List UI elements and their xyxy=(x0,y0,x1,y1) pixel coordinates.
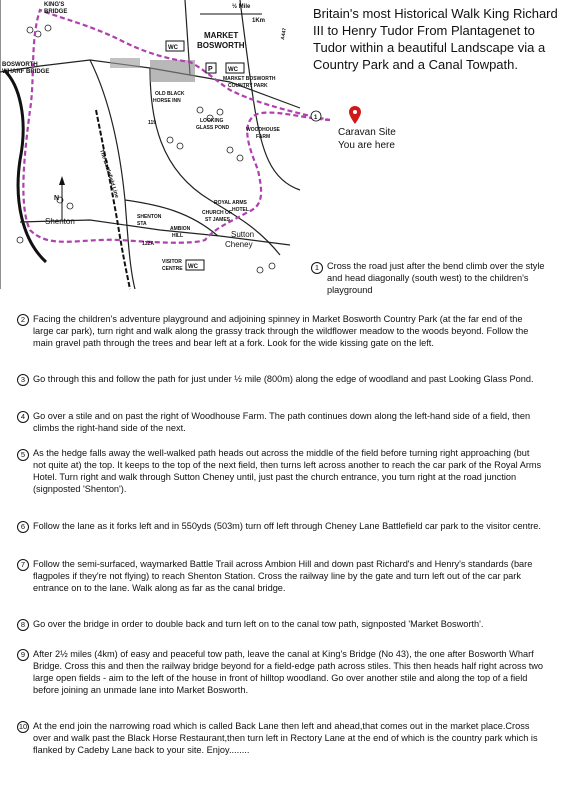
town-label: BOSWORTH xyxy=(197,41,245,50)
map-label: HORSE INN xyxy=(153,98,181,104)
step-number: 9 xyxy=(17,649,29,661)
step-number: 7 xyxy=(17,559,29,571)
parking-icon: P xyxy=(208,66,213,73)
map-label: MARKET BOSWORTH xyxy=(223,76,276,82)
map-label: FARM xyxy=(256,134,271,140)
map-label: VISITOR xyxy=(162,259,182,265)
location-pin-icon xyxy=(349,106,361,124)
step-text: Follow the lane as it forks left and in 550yds (503m) turn off left through Cheney Lane Battlefield car park to the visitor centre. xyxy=(33,521,541,531)
road-number: 132A xyxy=(142,241,154,247)
step-text: Follow the semi-surfaced, waymarked Battle Trail across Ambion Hill and down past Richard's and Henry's standards (bare flagpoles if they're not flying) to reach Shenton Station. Cross the railway line by the gate and turn left out of the car park entrance on to the lane. Walk along as far as the canal bridge. xyxy=(33,559,533,593)
road xyxy=(240,0,300,190)
map-label: OLD BLACK xyxy=(155,91,185,97)
step-text: Go over a stile and on past the right of Woodhouse Farm. The path continues down along the left-hand side of a field, then climbs the right-hand side of the next. xyxy=(33,411,531,433)
map-label: CHURCH OF xyxy=(202,210,232,216)
map-label: WOODHOUSE xyxy=(246,127,280,133)
map-label: HOTEL xyxy=(232,207,249,213)
map-label: COUNTRY PARK xyxy=(228,83,268,89)
step-text: As the hedge falls away the well-walked path heads out across the middle of the field before turning right approaching (but not quite at) the top. It keeps to the top of the next field, then turns left across another to reach the car park of the Royal Arms Hotel. Turn right and walk through Sutton Cheney until, just past the church entrance, you turn right at the road junction (signposted 'Shenton'). xyxy=(33,448,542,494)
place-label: Cheney xyxy=(225,240,253,249)
step-number: 3 xyxy=(17,374,29,386)
road-number: A447 xyxy=(280,27,289,41)
step-number: 1 xyxy=(311,262,323,274)
map-label: BRIDGE xyxy=(44,9,68,15)
wc-icon: WC xyxy=(168,45,178,51)
caravan-site-label: Caravan Site You are here xyxy=(338,127,396,151)
map-label: WHARF BRIDGE xyxy=(2,69,50,75)
railway-label: The Battlefield Line xyxy=(98,148,120,199)
route-map xyxy=(0,0,318,290)
map-label: STA xyxy=(137,221,147,227)
step-text: Go over the bridge in order to double back and turn left on to the canal tow path, signposted 'Market Bosworth'. xyxy=(33,619,484,629)
marker-number: 1 xyxy=(314,115,318,121)
page-title: Britain's most Historical Walk King Richard III to Henry Tudor From Plantagenet to Tudor within a beautiful Landscape via a Country Park and a Canal Towpath. xyxy=(313,6,558,72)
canal xyxy=(4,70,46,262)
map-label: KING'S xyxy=(44,2,65,8)
map-label: GLASS POND xyxy=(196,125,230,131)
town-area xyxy=(150,60,195,82)
road-number: 119 xyxy=(148,120,157,126)
step-number: 2 xyxy=(17,314,29,326)
step-text: Cross the road just after the bend climb over the style and head diagonally (south west) to the children's playground xyxy=(327,261,545,295)
map-label: LOOKING xyxy=(200,118,224,124)
place-label: Shenton xyxy=(45,217,75,226)
scale-km: 1Km xyxy=(252,18,266,24)
map-label: HILL xyxy=(172,233,184,239)
wc-icon: WC xyxy=(188,264,198,270)
place-label: Sutton xyxy=(231,230,255,239)
step-number: 10 xyxy=(18,722,28,731)
step-number: 6 xyxy=(17,521,29,533)
step-number: 5 xyxy=(17,449,29,461)
step-number: 8 xyxy=(17,619,29,631)
wc-icon: WC xyxy=(228,67,238,73)
step-text: Go through this and follow the path for just under ½ mile (800m) along the edge of woodland and past Looking Glass Pond. xyxy=(33,374,534,384)
step-text: After 2½ miles (4km) of easy and peaceful tow path, leave the canal at King's Bridge (No 43), the one after Bosworth Wharf Bridge. Cross this and then the railway bridge beyond for a field-edge path across stiles. This then heads half right across two large open fields - aim to the left of the house in front of hilltop woodland. Go over another stile and along the top of a field before joining an unmade lane into Market Bosworth. xyxy=(33,649,544,695)
map-label: CENTRE xyxy=(162,266,183,272)
scale-mile: ½ Mile xyxy=(232,4,251,10)
map-label: ROYAL ARMS xyxy=(214,200,247,206)
town-label: MARKET xyxy=(204,31,239,40)
map-label: ST JAMES xyxy=(205,217,231,223)
map-label: SHENTON xyxy=(137,214,162,220)
step-number: 4 xyxy=(17,411,29,423)
map-label: AMBION xyxy=(170,226,191,232)
step-text: At the end join the narrowing road which is called Back Lane then left and ahead,that comes out in the market place.Cross over and walk past the Black Horse Restaurant,then turn left in Rectory Lane at the end of which is the country park which is flanked by Cadeby Lane back to your site. Enjoy........ xyxy=(33,721,538,755)
step-text: Facing the children's adventure playground and adjoining spinney in Market Bosworth Country Park (at the far end of the large car park), turn right and walk along the grassy track through the wildflower meadow to the woods beyond. Follow the main gravel path through the trees and bear left at a fork. Look for the wide kissing gate on the left. xyxy=(33,314,529,348)
map-label: BOSWORTH xyxy=(2,62,38,68)
north-label: N xyxy=(54,195,60,202)
